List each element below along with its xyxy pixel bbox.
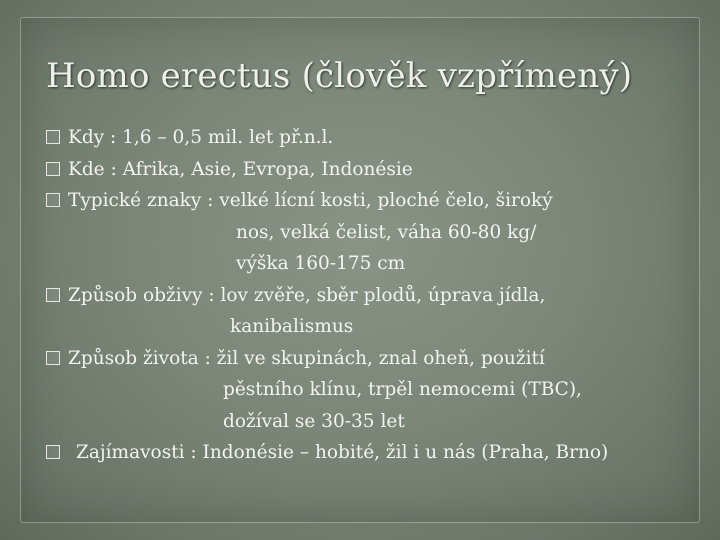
bullet-list bbox=[46, 122, 696, 469]
item-line: Kdy : 1,6 – 0,5 mil. let př.n.l. bbox=[68, 127, 334, 148]
square-bullet-icon bbox=[46, 288, 60, 302]
item-line-continuation: dožíval se 30-35 let bbox=[223, 410, 405, 432]
item-line: Způsob života : žil ve skupinách, znal oheň, použití bbox=[68, 347, 545, 369]
item-line-continuation: nos, velká čelist, váha 60-80 kg/ bbox=[236, 221, 537, 243]
list-item-zajimavosti bbox=[46, 437, 696, 469]
slide-title: Homo erectus (člověk vzpřímený) bbox=[46, 56, 633, 96]
item-line-continuation: pěstního klínu, trpěl nemocemi (TBC), bbox=[223, 379, 582, 400]
list-item-kde bbox=[46, 154, 696, 186]
list-item-typicke-znaky bbox=[46, 185, 696, 280]
square-bullet-icon bbox=[46, 351, 60, 365]
item-line: Způsob obživy : lov zvěře, sběr plodů, úprava jídla, bbox=[68, 284, 546, 306]
list-item-kdy bbox=[46, 122, 696, 154]
item-line: Typické znaky : velké lícní kosti, ploché čelo, široký bbox=[68, 190, 553, 211]
item-line-continuation: kanibalismus bbox=[230, 316, 354, 337]
square-bullet-icon bbox=[46, 162, 60, 176]
list-item-zpusob-zivota bbox=[46, 343, 696, 438]
square-bullet-icon bbox=[46, 445, 60, 459]
item-line: Zajímavosti : Indonésie – hobité, žil i u nás (Praha, Brno) bbox=[76, 442, 609, 463]
item-line: Kde : Afrika, Asie, Evropa, Indonésie bbox=[68, 158, 413, 180]
square-bullet-icon bbox=[46, 193, 60, 207]
square-bullet-icon bbox=[46, 130, 60, 144]
list-item-zpusob-obzivy bbox=[46, 280, 696, 343]
item-line-continuation: výška 160-175 cm bbox=[236, 253, 406, 274]
